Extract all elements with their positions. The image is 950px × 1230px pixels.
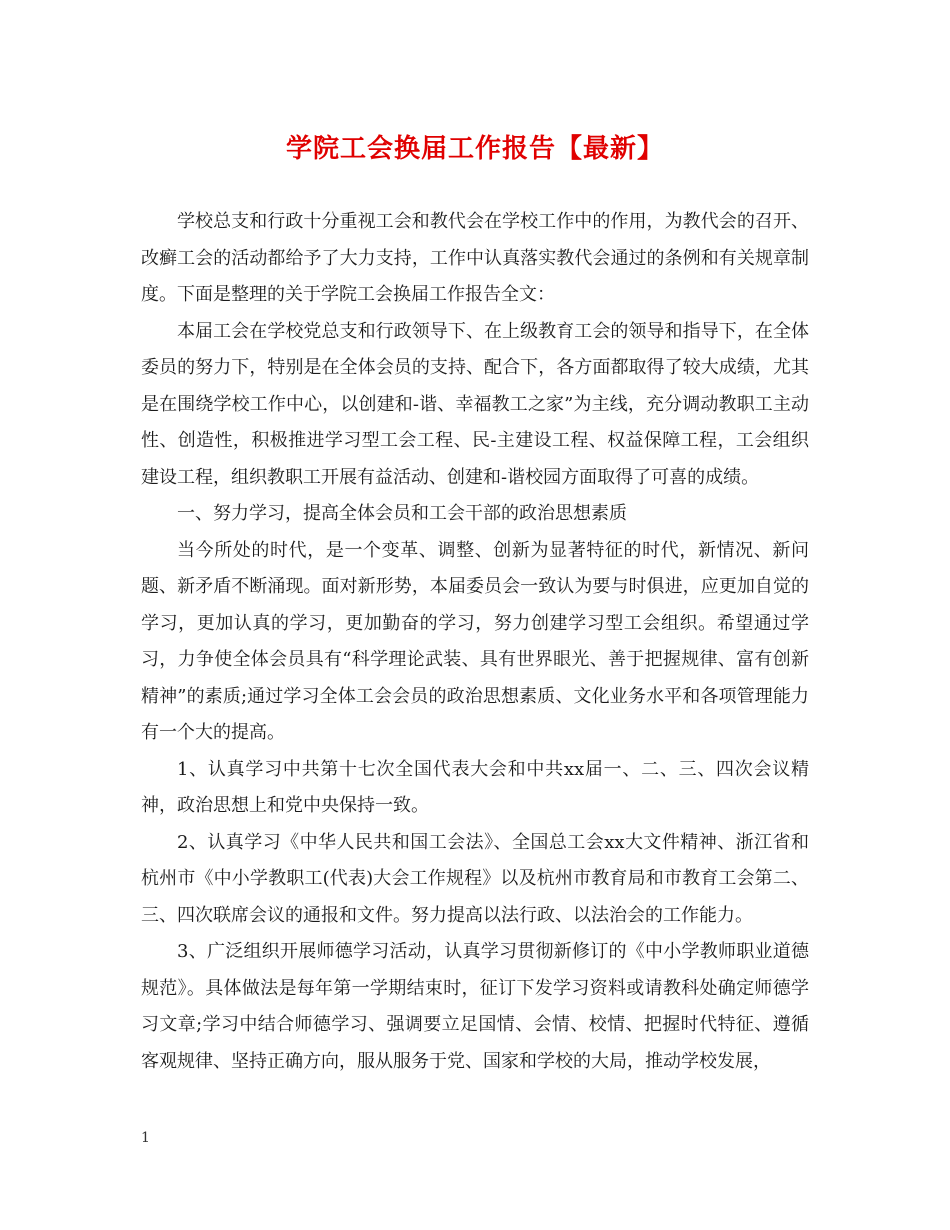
paragraph-summary: 本届工会在学校党总支和行政领导下、在上级教育工会的领导和指导下，在全体委员的努力下，特别是在全体会员的支持、配合下，各方面都取得了较大成绩，尤其是在围绕学校工作中心，以创建和-谐、幸福教工之家”为主线，充分调动教职工主动性、创造性，积极推进学习型工会工程、民-主建设工程、权益保障工程，工会组织建设工程，组织教职工开展有益活动、创建和-谐校园方面取得了可喜的成绩。 xyxy=(141,320,809,488)
list-item-2: 2、认真学习《中华人民共和国工会法》、全国总工会xx大文件精神、浙江省和杭州市《中小学教职工(代表)大会工作规程》以及杭州市教育局和市教育工会第二、三、四次联席会议的通报和文件。努力提高以法行政、以法治会的工作能力。 xyxy=(141,831,809,926)
paragraph-intro: 学校总支和行政十分重视工会和教代会在学校工作中的作用，为教代会的召开、改癣工会的活动都给予了大力支持，工作中认真落实教代会通过的条例和有关规章制度。下面是整理的关于学院工会换届工作报告全文： xyxy=(141,211,809,305)
document-body xyxy=(141,204,809,1080)
section-heading-1: 一、努力学习，提高全体会员和工会干部的政治思想素质 xyxy=(177,503,627,524)
paragraph-era: 当今所处的时代，是一个变革、调整、创新为显著特征的时代，新情况、新问题、新矛盾不断涌现。面对新形势，本届委员会一致认为要与时俱进，应更加自觉的学习，更加认真的学习，更加勤奋的学习，努力创建学习型工会组织。希望通过学习，力争使全体会员具有“科学理论武装、具有世界眼光、善于把握规律、富有创新精神”的素质;通过学习全体工会会员的政治思想素质、文化业务水平和各项管理能力有一个大的提高。 xyxy=(141,539,809,743)
page-number: 1 xyxy=(141,1130,150,1146)
list-item-1: 1、认真学习中共第十七次全国代表大会和中共xx届一、二、三、四次会议精神，政治思想上和党中央保持一致。 xyxy=(141,758,809,816)
document-title: 学院工会换届工作报告【最新】 xyxy=(285,134,664,164)
list-item-3: 3、广泛组织开展师德学习活动，认真学习贯彻新修订的《中小学教师职业道德规范》。具体做法是每年第一学期结束时，征订下发学习资料或请教科处确定师德学习文章;学习中结合师德学习、强调要立足国情、会情、校情、把握时代特征、遵循客观规律、坚持正确方向，服从服务于党、国家和学校的大局，推动学校发展， xyxy=(141,941,809,1072)
